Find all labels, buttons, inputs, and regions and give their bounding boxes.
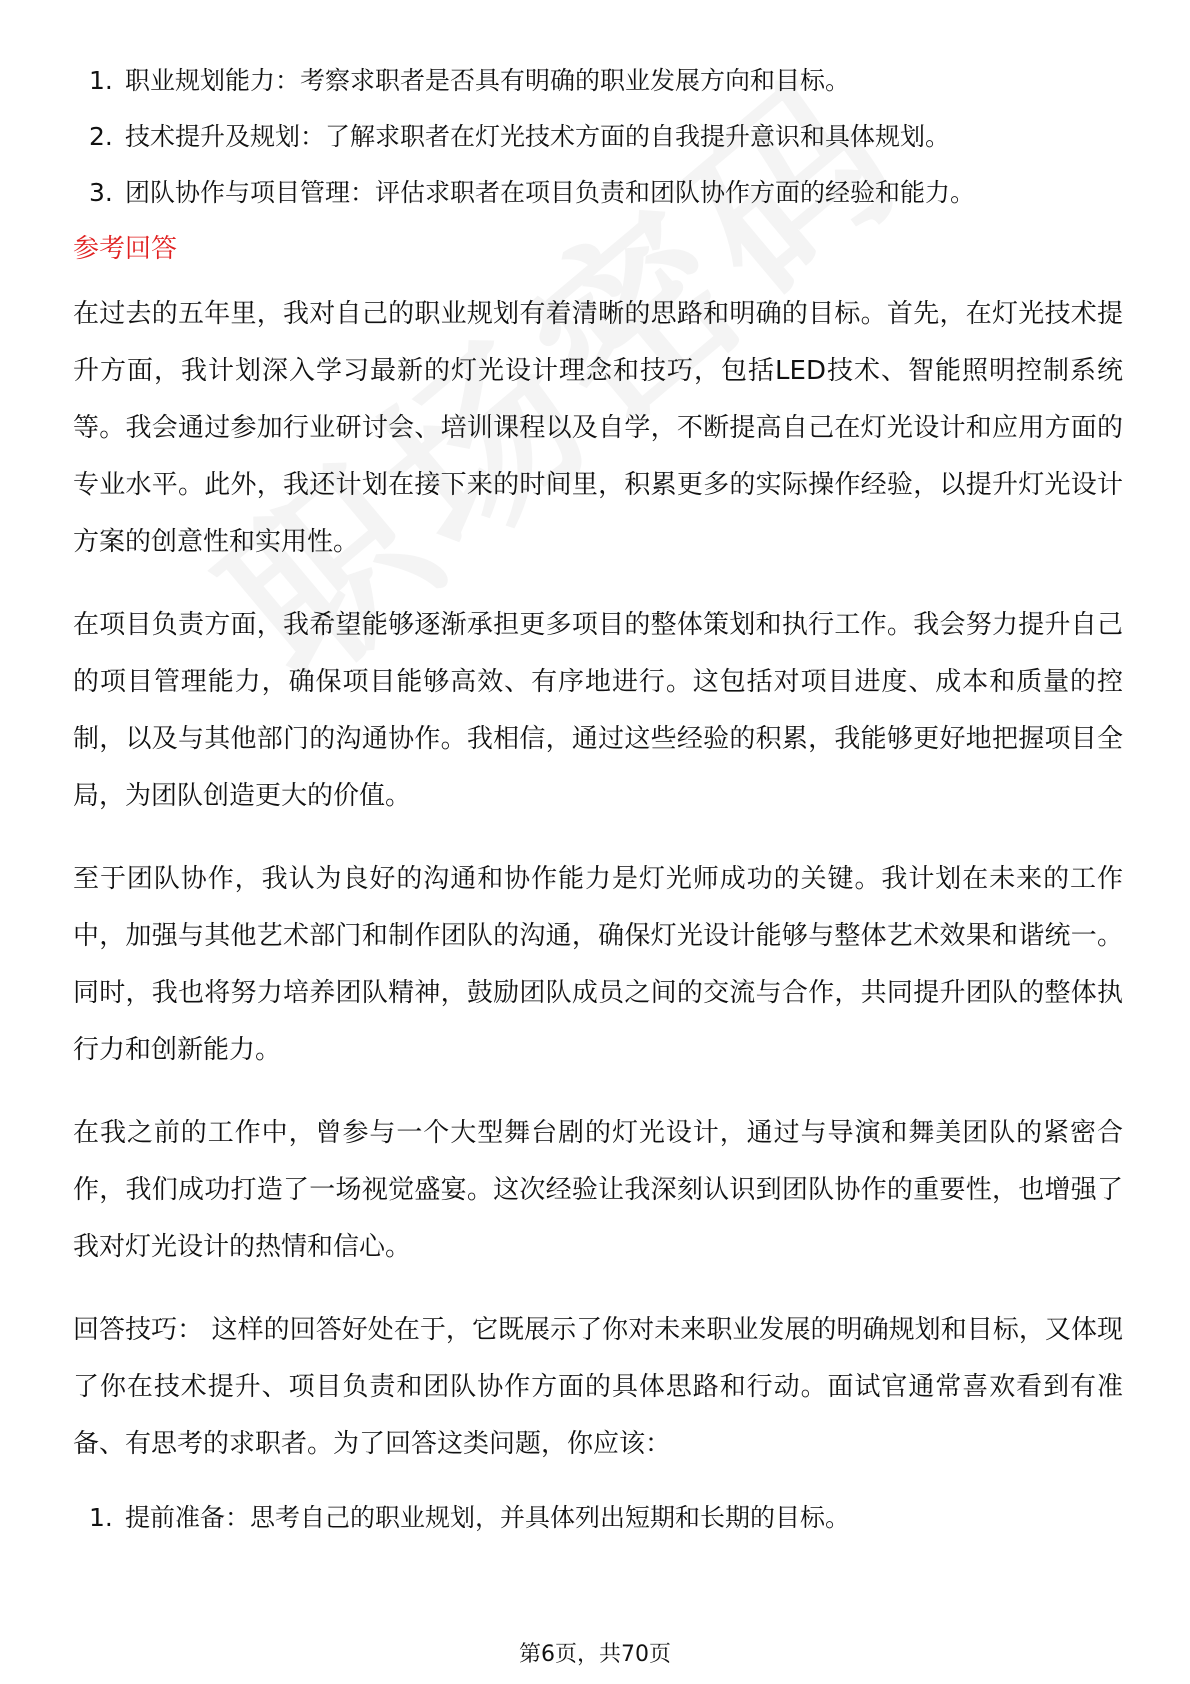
answer-paragraph: 在项目负责方面，我希望能够逐渐承担更多项目的整体策划和执行工作。我会努力提升自己的项目管理能力，确保项目能够高效、有序地进行。这包括对项目进度、成本和质量的控制，以及与其他部门的沟通协作。我相信，通过这些经验的积累，我能够更好地把握项目全局，为团队创造更大的价值。 [73, 610, 1123, 811]
list-item-text: 团队协作与项目管理：评估求职者在项目负责和团队协作方面的经验和能力。 [125, 178, 976, 207]
criteria-list [73, 62, 1123, 212]
answer-tips-paragraph: 回答技巧： 这样的回答好处在于，它既展示了你对未来职业发展的明确规划和目标，又体现了你在技术提升、项目负责和团队协作方面的具体思路和行动。面试官通常喜欢看到有准备、有思考的求职者。为了回答这类问题，你应该： [73, 1315, 1123, 1459]
page-footer: 第6页，共70页 [519, 1642, 671, 1667]
answer-paragraph: 在过去的五年里，我对自己的职业规划有着清晰的思路和明确的目标。首先，在灯光技术提升方面，我计划深入学习最新的灯光设计理念和技巧，包括LED技术、智能照明控制系统等。我会通过参加行业研讨会、培训课程以及自学，不断提高自己在灯光设计和应用方面的专业水平。此外，我还计划在接下来的时间里，积累更多的实际操作经验，以提升灯光设计方案的创意性和实用性。 [73, 299, 1123, 557]
list-item-number: 1. [89, 66, 113, 95]
list-item-number: 2. [89, 122, 113, 151]
list-item [73, 62, 1123, 100]
list-item [73, 118, 1123, 156]
list-item-number: 3. [89, 178, 113, 207]
page-content [73, 62, 1123, 1555]
list-item [73, 174, 1123, 212]
reference-answer-heading: 参考回答 [73, 234, 178, 264]
tips-list [73, 1499, 1123, 1537]
list-item-text: 技术提升及规划：了解求职者在灯光技术方面的自我提升意识和具体规划。 [125, 122, 951, 151]
list-item-text: 提前准备：思考自己的职业规划，并具体列出短期和长期的目标。 [125, 1503, 851, 1532]
answer-paragraph: 至于团队协作，我认为良好的沟通和协作能力是灯光师成功的关键。我计划在未来的工作中，加强与其他艺术部门和制作团队的沟通，确保灯光设计能够与整体艺术效果和谐统一。同时，我也将努力培养团队精神，鼓励团队成员之间的交流与合作，共同提升团队的整体执行力和创新能力。 [73, 864, 1123, 1065]
list-item [73, 1499, 1123, 1537]
list-item-number: 1. [89, 1503, 113, 1532]
list-item-text: 职业规划能力：考察求职者是否具有明确的职业发展方向和目标。 [125, 66, 851, 95]
answer-paragraph: 在我之前的工作中，曾参与一个大型舞台剧的灯光设计，通过与导演和舞美团队的紧密合作，我们成功打造了一场视觉盛宴。这次经验让我深刻认识到团队协作的重要性，也增强了我对灯光设计的热情和信心。 [73, 1118, 1123, 1262]
